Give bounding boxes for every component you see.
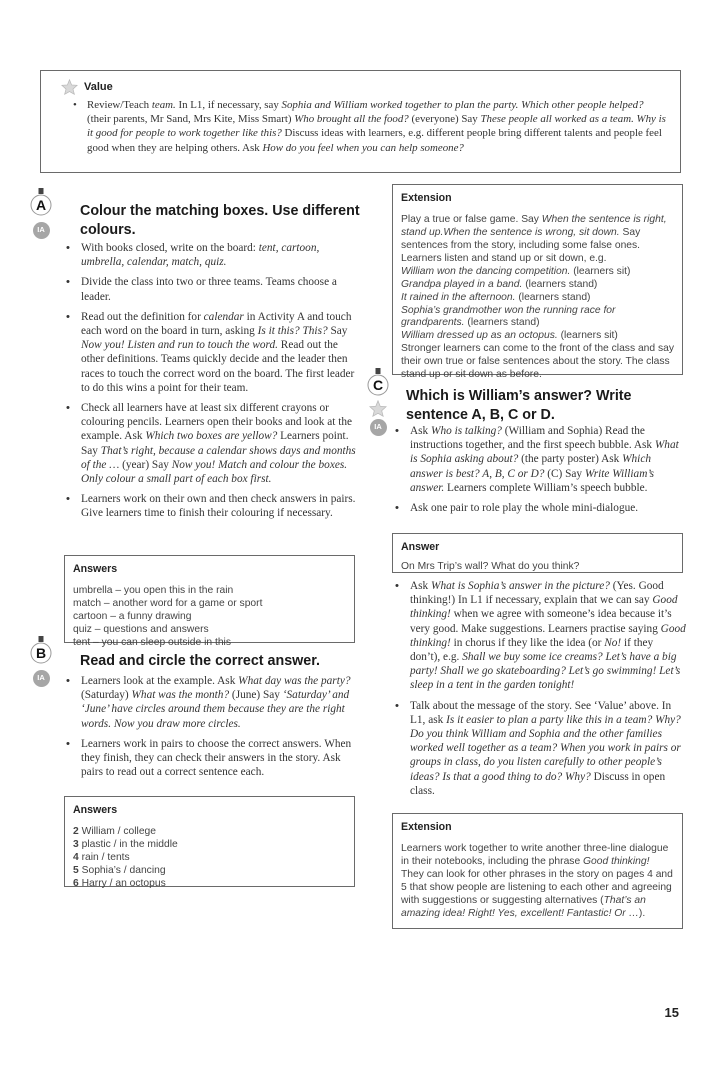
answer-line: umbrella – you open this in the rain <box>73 585 234 597</box>
section-a-marker <box>30 188 52 239</box>
answer-line: 3 plastic / in the middle <box>73 839 178 851</box>
star-icon <box>369 400 387 417</box>
list-item: • Check all learners have at least six different crayons or colouring pencils. Learners open their books and look at the example. Ask Which two boxes are yellow? Learners point. Say That’s right, because a calendar shows days and months of the … (year) Say Now you! Match and colour the boxes. Only colour a small part of each box first. <box>62 401 358 486</box>
answer-line: 4 rain / tents <box>73 852 130 864</box>
answer-line: tent – you can sleep outside in this <box>73 636 231 648</box>
answer-title: Answer <box>401 541 440 553</box>
answer-line: quiz – questions and answers <box>73 623 209 635</box>
list-item: • Learners look at the example. Ask What day was the party? (Saturday) What was the month? (June) Say ‘Saturday’ and ‘June’ have circles around them because they are the right words. Now you draw more circles. <box>62 674 358 731</box>
section-a-letter: A <box>35 197 47 213</box>
list-item: • Ask What is Sophia’s answer in the picture? (Yes. Good thinking!) In L1 if necessary, explain that we can say Good thinking! when we agree with someone’s idea because it’s very good. Make suggestions. Learners practise saying Good thinking! in chorus if they like the idea (or No! if they don’t), e.g. Shall we buy some ice creams? Let’s have a big party! Shall we go skateboarding? Let’s go swimming! Let’s sleep in a tent in the garden tonight! <box>391 579 686 693</box>
section-b-marker <box>30 636 52 687</box>
section-c-marker <box>367 368 389 436</box>
answers-title: Answers <box>73 804 118 816</box>
extension-title: Extension <box>401 192 452 204</box>
lightbulb-icon <box>367 368 389 398</box>
list-item: • Talk about the message of the story. See ‘Value’ above. In L1, ask Is it easier to plan a party like this in a team? Why? Do you think William and Sophia and the other families worked well together as a team? When you work in pairs or groups in class, do you listen carefully to other people’s ideas? Is that a good thing to do? Why? Discuss in open class. <box>391 699 686 798</box>
ia-badge: IA <box>370 419 387 436</box>
section-a-answers <box>64 555 355 648</box>
extension-title: Extension <box>401 821 452 833</box>
ia-badge: IA <box>33 670 50 687</box>
answer-line: 6 Harry / an octopus <box>73 877 166 889</box>
page-number: 15 <box>664 1005 679 1020</box>
section-c-letter: C <box>372 377 384 393</box>
extension-text: Play a true or false game. Say When the sentence is right, stand up.When the sentence is wrong, sit down. Say sentences from the story, including some false ones. Learners listen and stand up or sit down, e.g. William won the dancing competition. (learners sit) Grandpa played in a band. (learners stand) It rained in the afternoon. (learners stand) Sophia’s grandmother won the running race for grandparents. (learners stand) William dressed up as an octopus. (learners sit) Stronger learners can come to the front of the class and say their own true or false sentences about the story. The class stand up or sit down as before. <box>401 214 675 381</box>
section-b-heading: Read and circle the correct answer. <box>80 653 320 669</box>
section-c-heading: Which is William’s answer? Write sentence A, B, C or D. <box>406 388 632 423</box>
section-b-letter: B <box>35 645 47 661</box>
section-a-steps <box>62 241 358 527</box>
value-title: Value <box>84 80 113 93</box>
answer-line: match – another word for a game or sport <box>73 598 263 610</box>
answer-line: cartoon – a funny drawing <box>73 611 192 623</box>
extension-box-1 <box>392 184 683 381</box>
ia-badge: IA <box>33 222 50 239</box>
value-text: • Review/Teach team. In L1, if necessary, say Sophia and William worked together to plan the party. Which other people helped? (their parents, Mr Sand, Mrs Kite, Miss Smart) Who brought all the food? (everyone) Say These people all worked as a team. Why is it good for people to work together like this? Discuss ideas with learners, e.g. different people bring different talents and people feel good when they are helping others. Ask How do you feel when you can help someone? <box>61 98 666 155</box>
section-c-answer <box>392 533 683 573</box>
list-item: • Learners work on their own and then check answers in pairs. Give learners time to finish their colouring if necessary. <box>62 492 358 520</box>
list-item: • Ask Who is talking? (William and Sophia) Read the instructions together, and the first speech bubble. Ask What is Sophia asking about? (the party poster) Ask Which answer is best? A, B, C or D? (C) Say Write William’s answer. Learners complete William’s speech bubble. <box>391 424 686 495</box>
star-icon <box>61 79 78 95</box>
list-item: • With books closed, write on the board: tent, cartoon, umbrella, calendar, match, quiz. <box>62 241 358 269</box>
list-item: • Ask one pair to role play the whole mini-dialogue. <box>391 501 686 515</box>
section-a-heading: Colour the matching boxes. Use different colours. <box>80 203 360 238</box>
section-c-steps-2 <box>391 579 686 804</box>
answer-line: On Mrs Trip’s wall? What do you think? <box>401 561 580 573</box>
section-b-answers <box>64 796 355 887</box>
extension-text: Learners work together to write another three-line dialogue in their notebooks, including the phrase Good thinking! They can look for other phrases in the story on pages 4 and 5 that show people are listening to each other and agreeing with suggestions or suggesting alternatives (That’s an amazing idea! Right! Yes, excellent! Fantastic! Or …). <box>401 843 673 919</box>
extension-box-2 <box>392 813 683 929</box>
answers-title: Answers <box>73 563 118 575</box>
value-box <box>40 70 681 173</box>
section-b-steps <box>62 674 358 785</box>
list-item: • Read out the definition for calendar in Activity A and touch each word on the board in turn, asking Is it this? This? Say Now you! Listen and run to touch the word. Read out the other definitions. Teams quickly decide and the leader then races to touch the correct word on the board. The first leader to do this wins a point for their team. <box>62 310 358 395</box>
value-header <box>61 79 666 95</box>
section-c-steps <box>391 424 686 521</box>
answer-line: 2 William / college <box>73 826 156 838</box>
list-item: • Divide the class into two or three teams. Teams choose a leader. <box>62 275 358 303</box>
lightbulb-icon <box>30 636 52 666</box>
lightbulb-icon <box>30 188 52 218</box>
answer-line: 5 Sophia’s / dancing <box>73 864 166 876</box>
list-item: • Learners work in pairs to choose the correct answers. When they finish, they can check their answers in the story. Ask pairs to read out a correct sentence each. <box>62 737 358 780</box>
